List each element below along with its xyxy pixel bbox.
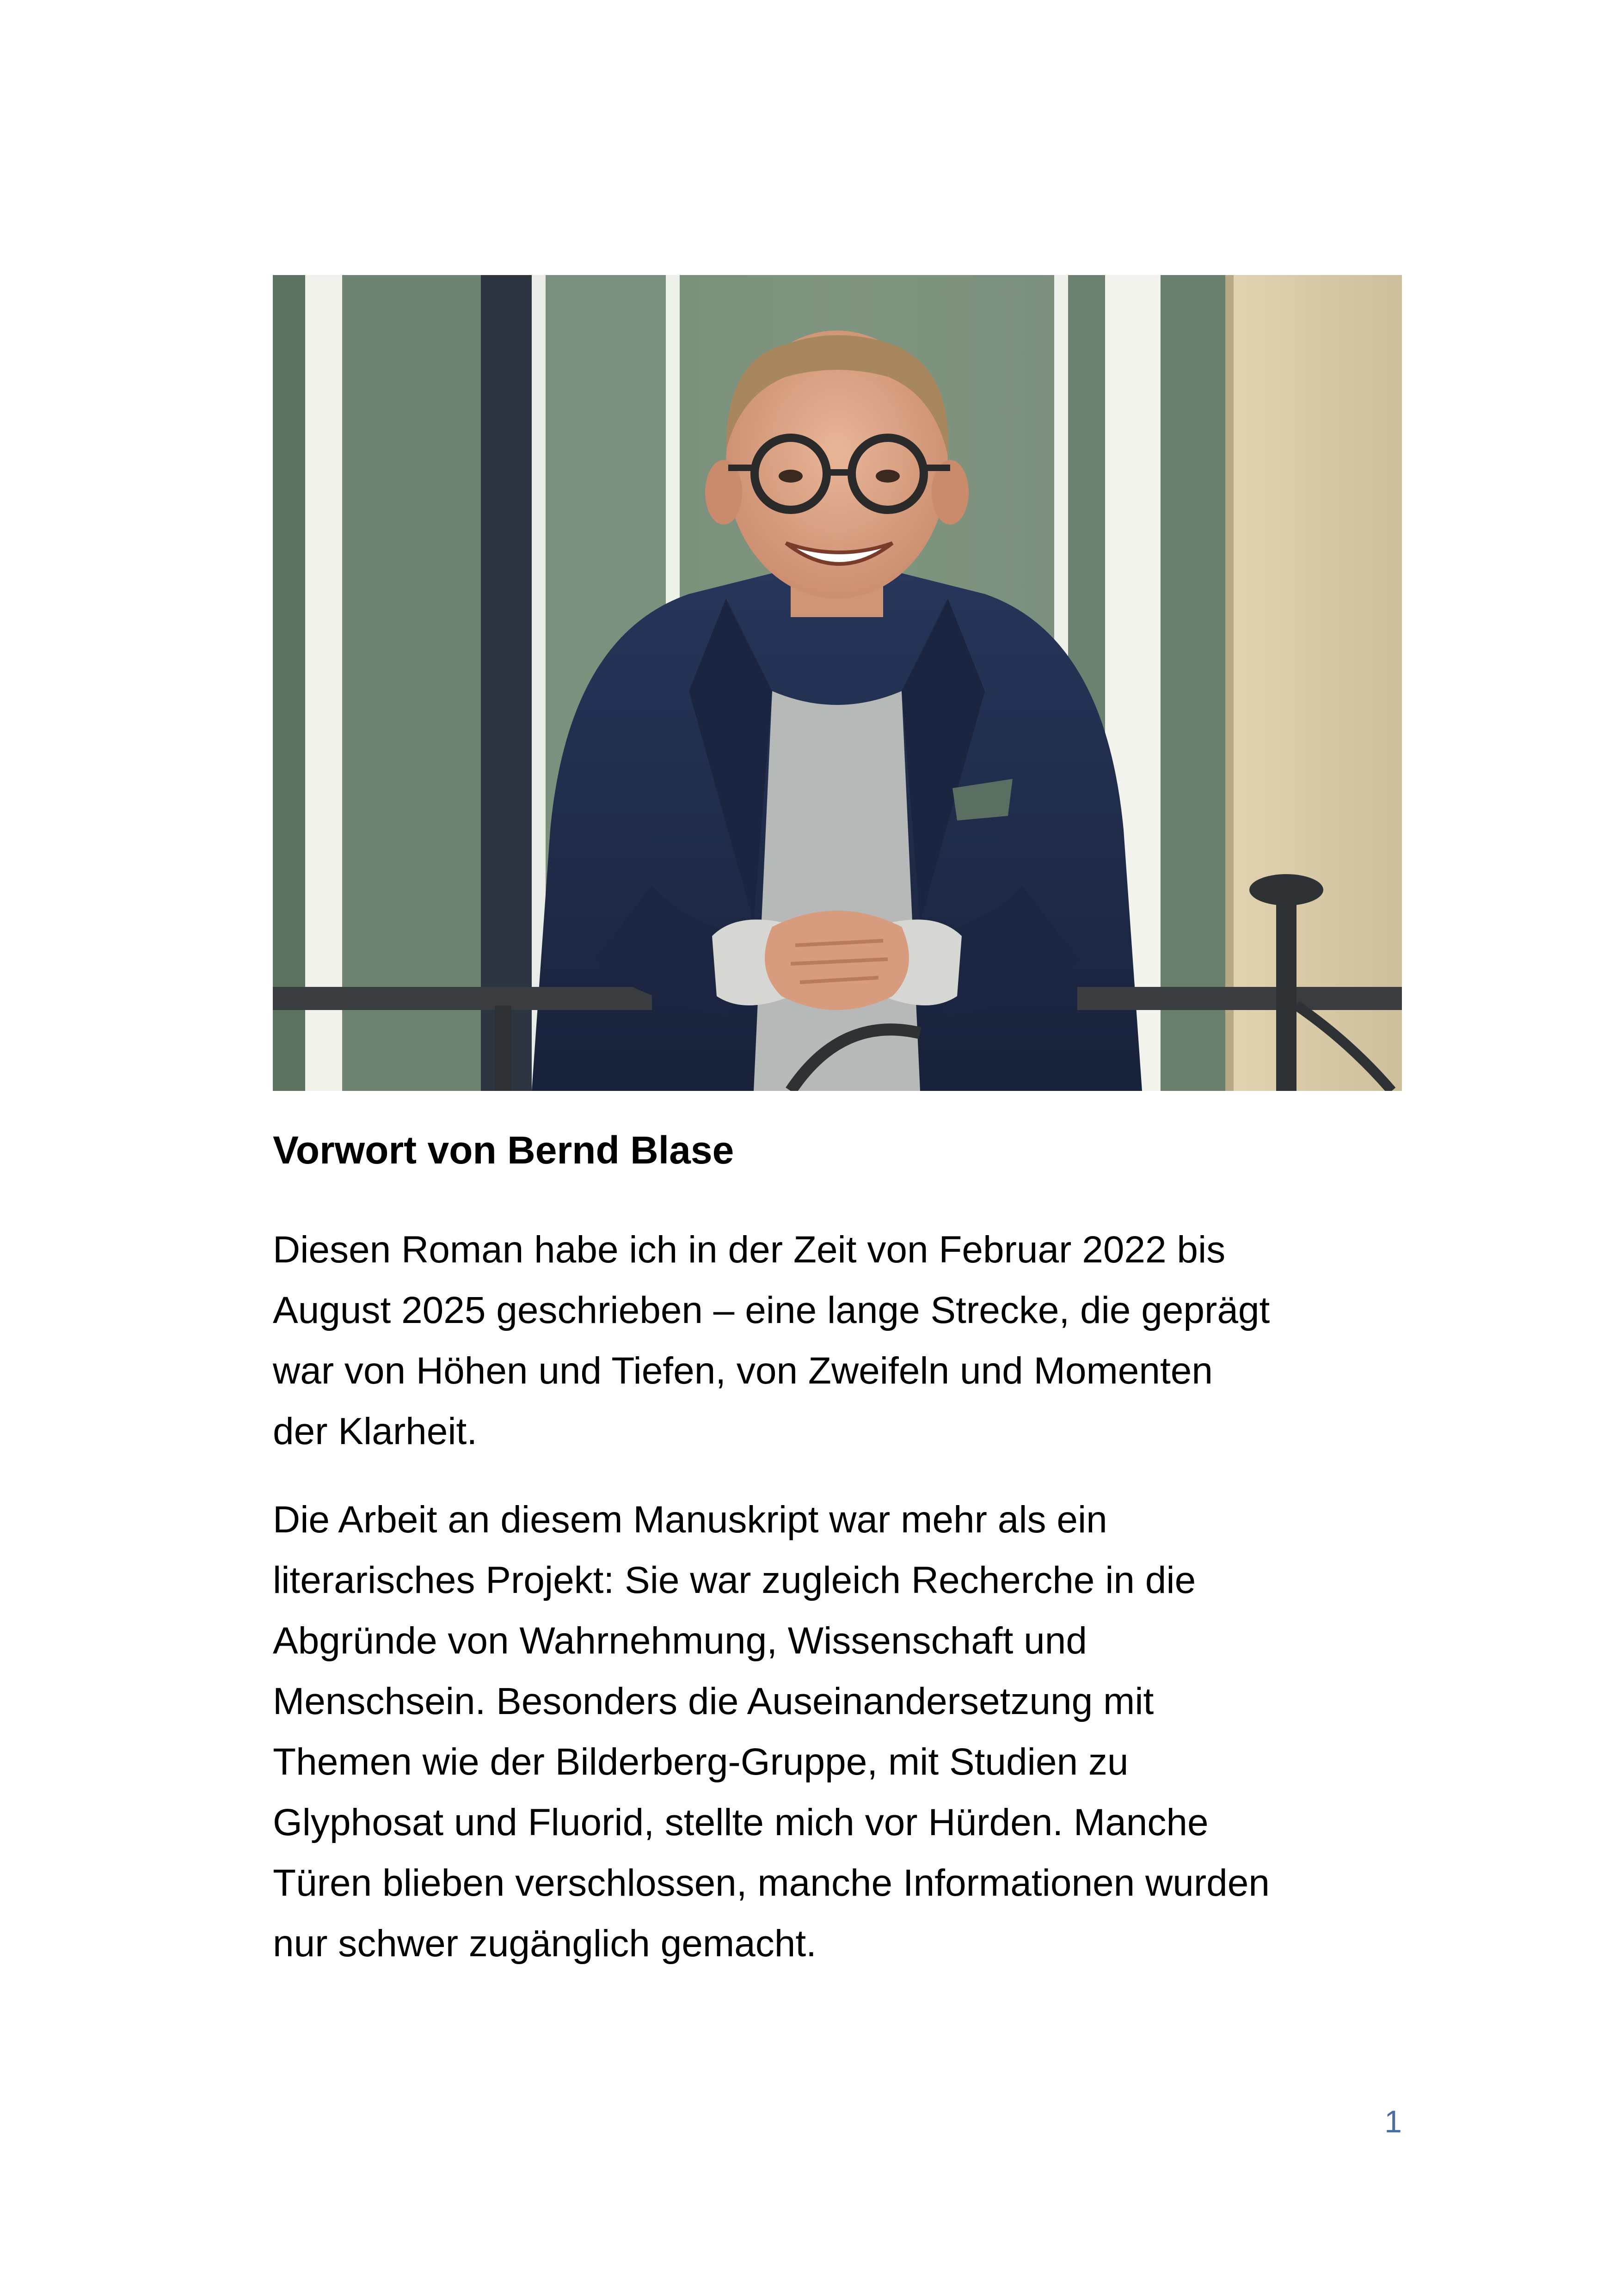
paragraph-line: der Klarheit. [273, 1410, 478, 1452]
paragraph-line: Die Arbeit an diesem Manuskript war mehr als ein [273, 1499, 1107, 1541]
paragraph-line: Glyphosat und Fluorid, stellte mich vor Hürden. Manche [273, 1801, 1209, 1843]
paragraph-line: August 2025 geschrieben – eine lange Strecke, die geprägt [273, 1289, 1270, 1331]
paragraph-line: war von Höhen und Tiefen, von Zweifeln und Momenten [273, 1350, 1213, 1392]
foreword-paragraph-1 [273, 1219, 1419, 1462]
paragraph-line: Diesen Roman habe ich in der Zeit von Februar 2022 bis [273, 1229, 1226, 1271]
paragraph-line: nur schwer zugänglich gemacht. [273, 1923, 817, 1965]
author-portrait-photo [273, 275, 1402, 1091]
paragraph-line: literarisches Projekt: Sie war zugleich Recherche in die [273, 1559, 1196, 1601]
paragraph-line: Abgründe von Wahrnehmung, Wissenschaft und [273, 1620, 1087, 1662]
paragraph-line: Türen blieben verschlossen, manche Informationen wurden [273, 1862, 1270, 1904]
foreword-paragraph-2 [273, 1489, 1419, 1974]
page-number: 1 [1384, 2104, 1402, 2139]
paragraph-line: Menschsein. Besonders die Auseinandersetzung mit [273, 1680, 1154, 1722]
foreword-heading: Vorwort von Bernd Blase [273, 1128, 734, 1172]
paragraph-line: Themen wie der Bilderberg-Gruppe, mit Studien zu [273, 1741, 1129, 1783]
